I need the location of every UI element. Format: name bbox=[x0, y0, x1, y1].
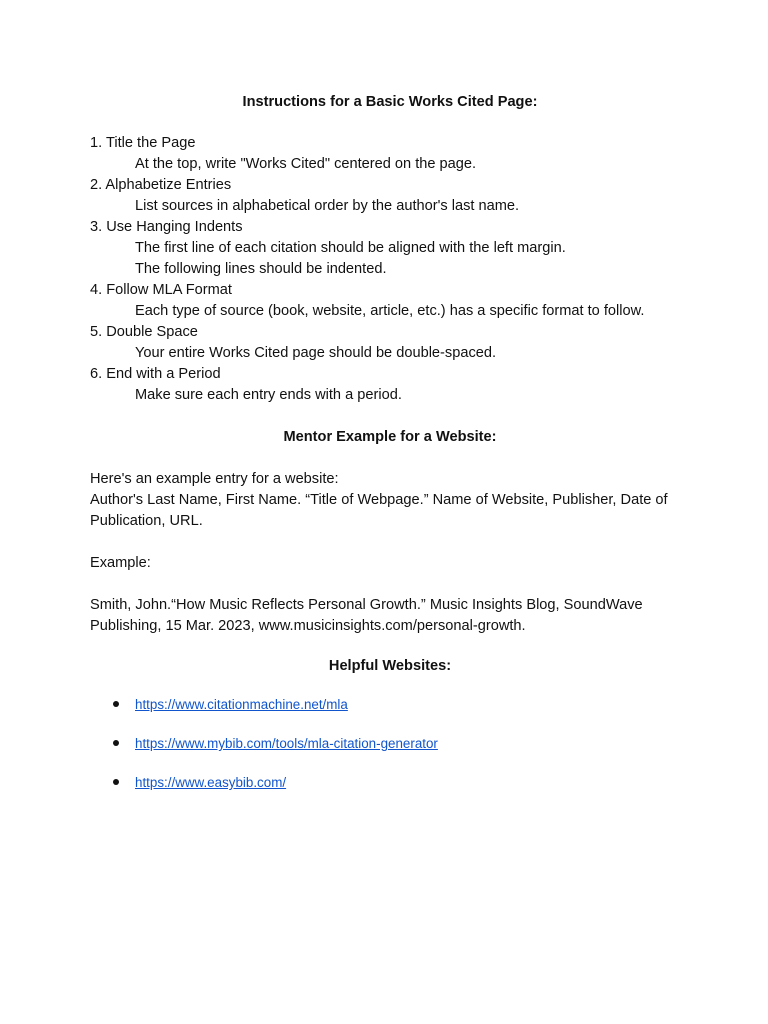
spacer bbox=[90, 574, 690, 595]
steps-list bbox=[90, 133, 690, 406]
mentor-format: Author's Last Name, First Name. “Title of Webpage.” Name of Website, Publisher, Date of Publication, URL. bbox=[90, 492, 668, 529]
document-page bbox=[90, 92, 690, 811]
link-citationmachine[interactable]: https://www.citationmachine.net/mla bbox=[135, 697, 348, 712]
step-detail: List sources in alphabetical order by the author's last name. bbox=[135, 198, 520, 214]
step-title: 3. Use Hanging Indents bbox=[90, 219, 243, 235]
step-title: 6. End with a Period bbox=[90, 366, 221, 382]
step-detail: The first line of each citation should be aligned with the left margin. bbox=[135, 240, 566, 256]
list-item bbox=[90, 772, 690, 811]
helpful-title: Helpful Websites: bbox=[328, 658, 452, 674]
step-detail: Your entire Works Cited page should be double-spaced. bbox=[135, 345, 497, 361]
bullet-icon bbox=[113, 740, 119, 746]
step-title: 1. Title the Page bbox=[90, 135, 196, 151]
mentor-title: Mentor Example for a Website: bbox=[283, 429, 497, 445]
link-easybib[interactable]: https://www.easybib.com/ bbox=[135, 775, 287, 790]
example-label: Example: bbox=[90, 555, 151, 571]
step-title: 2. Alphabetize Entries bbox=[90, 177, 232, 193]
bullet-icon bbox=[113, 779, 119, 785]
link-mybib[interactable]: https://www.mybib.com/tools/mla-citation-generator bbox=[135, 736, 438, 751]
mentor-intro: Here's an example entry for a website: bbox=[90, 471, 339, 487]
step-title: 5. Double Space bbox=[90, 324, 198, 340]
list-item bbox=[90, 733, 690, 772]
bullet-icon bbox=[113, 701, 119, 707]
step-detail: Each type of source (book, website, article, etc.) has a specific format to follow. bbox=[135, 303, 645, 319]
instructions-title: Instructions for a Basic Works Cited Page: bbox=[242, 94, 538, 110]
step-detail: Make sure each entry ends with a period. bbox=[135, 387, 402, 403]
list-item bbox=[90, 694, 690, 733]
step-detail: The following lines should be indented. bbox=[135, 261, 387, 277]
helpful-links-list bbox=[90, 694, 690, 811]
example-entry: Smith, John.“How Music Reflects Personal Growth.” Music Insights Blog, SoundWave Publishing, 15 Mar. 2023, www.musicinsights.com/personal-growth. bbox=[90, 597, 643, 634]
step-title: 4. Follow MLA Format bbox=[90, 282, 232, 298]
step-detail: At the top, write "Works Cited" centered on the page. bbox=[135, 156, 477, 172]
spacer bbox=[90, 532, 690, 553]
